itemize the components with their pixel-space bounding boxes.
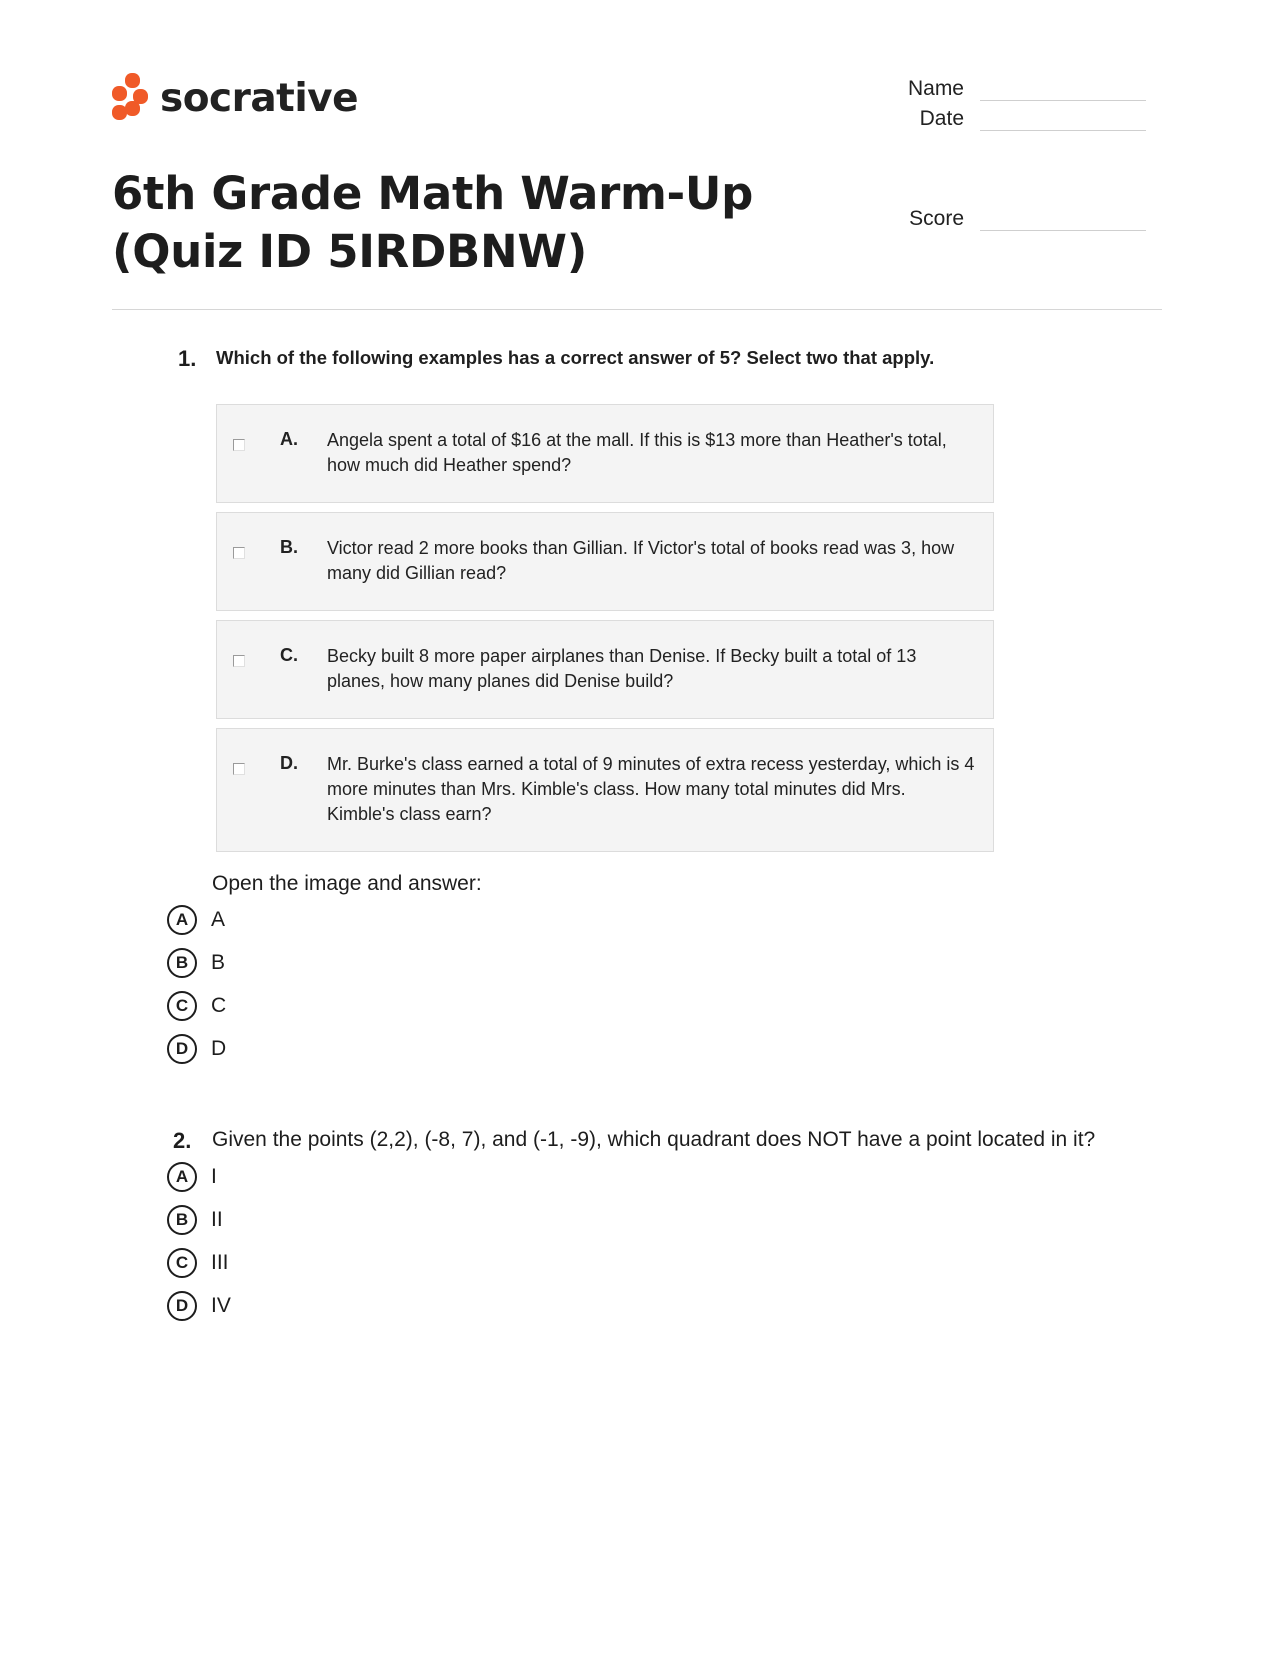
score-line[interactable] [980, 210, 1146, 231]
answer-circle[interactable]: C [167, 1248, 197, 1278]
question-2-answer-a[interactable] [167, 1162, 217, 1192]
socrative-logo [112, 72, 358, 124]
option-letter: C. [280, 645, 298, 665]
answer-circle[interactable]: D [167, 1034, 197, 1064]
option-letter: B. [280, 537, 298, 557]
answer-text: D [211, 1037, 227, 1060]
answer-text: IV [211, 1294, 231, 1317]
option-text: Angela spent a total of $16 at the mall. If this is $13 more than Heather's total, how much did Heather spend? [327, 430, 947, 475]
answer-text: III [211, 1251, 229, 1274]
answer-text: I [211, 1165, 217, 1188]
score-field[interactable] [854, 207, 1146, 231]
option-text: Mr. Burke's class earned a total of 9 minutes of extra recess yesterday, which is 4 more minutes than Mrs. Kimble's class. How many total minutes did Mrs. Kimble's class earn? [327, 754, 975, 824]
answer-text: A [211, 908, 226, 931]
checkbox-icon [233, 763, 245, 775]
answer-circle[interactable]: A [167, 905, 197, 935]
hexagon-cluster-icon [112, 73, 152, 123]
header-divider [112, 309, 1162, 310]
answer-text: C [211, 994, 227, 1017]
answer-text: II [211, 1208, 223, 1231]
question-1-option-c [216, 620, 994, 719]
checkbox-icon [233, 439, 245, 451]
question-1-text: Which of the following examples has a correct answer of 5? Select two that apply. [216, 347, 935, 368]
score-label: Score [909, 207, 964, 230]
name-line[interactable] [980, 80, 1146, 101]
question-1-prompt: Open the image and answer: [212, 872, 482, 895]
answer-circle[interactable]: D [167, 1291, 197, 1321]
question-1-option-d [216, 728, 994, 852]
question-1-option-b [216, 512, 994, 611]
question-2-answer-d[interactable] [167, 1291, 231, 1321]
question-1-option-a [216, 404, 994, 503]
answer-circle[interactable]: B [167, 1205, 197, 1235]
answer-circle[interactable]: A [167, 1162, 197, 1192]
question-1-answer-d[interactable] [167, 1034, 226, 1064]
page-title: 6th Grade Math Warm-Up (Quiz ID 5IRDBNW) [112, 167, 754, 278]
question-2-text: Given the points (2,2), (-8, 7), and (-1, -9), which quadrant does NOT have a point located in it? [212, 1128, 1096, 1151]
option-letter: A. [280, 429, 298, 449]
question-2-number: 2. [173, 1128, 192, 1153]
option-text: Becky built 8 more paper airplanes than Denise. If Becky built a total of 13 planes, how many planes did Denise build? [327, 646, 917, 691]
date-label: Date [919, 107, 964, 130]
option-letter: D. [280, 753, 298, 773]
name-field[interactable] [854, 77, 1146, 101]
question-1-answer-c[interactable] [167, 991, 226, 1021]
answer-circle[interactable]: C [167, 991, 197, 1021]
question-1-number: 1. [178, 346, 197, 371]
question-1-answer-b[interactable] [167, 948, 225, 978]
date-line[interactable] [980, 110, 1146, 131]
checkbox-icon [233, 655, 245, 667]
checkbox-icon [233, 547, 245, 559]
question-2-answer-c[interactable] [167, 1248, 229, 1278]
answer-text: B [211, 951, 226, 974]
brand-name: socrative [160, 75, 359, 121]
answer-circle[interactable]: B [167, 948, 197, 978]
name-label: Name [907, 77, 964, 100]
question-2-answer-b[interactable] [167, 1205, 223, 1235]
date-field[interactable] [854, 107, 1146, 131]
option-text: Victor read 2 more books than Gillian. If Victor's total of books read was 3, how many did Gillian read? [327, 538, 955, 583]
question-1-answer-a[interactable] [167, 905, 225, 935]
